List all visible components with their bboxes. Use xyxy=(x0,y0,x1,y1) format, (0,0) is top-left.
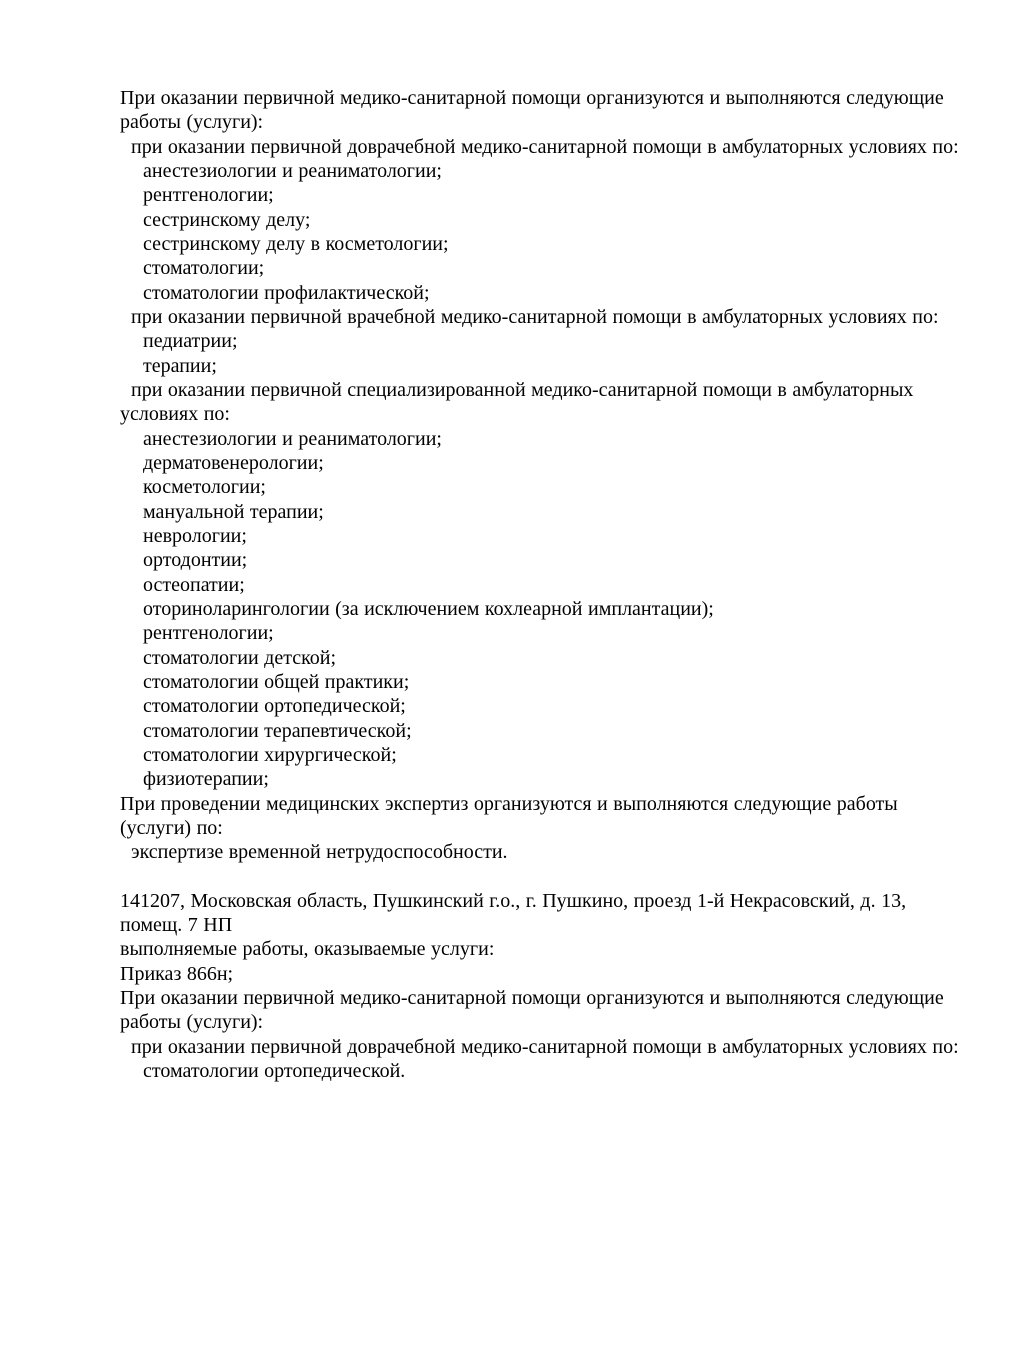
paragraph: стоматологии; xyxy=(143,257,265,280)
paragraph: неврологии; xyxy=(143,524,247,547)
paragraph: стоматологии общей практики; xyxy=(143,670,410,693)
paragraph: остеопатии; xyxy=(143,573,245,596)
paragraph: дерматовенерологии; xyxy=(143,451,324,474)
paragraph: При оказании первичной медико-санитарной помощи организуются и выполняются следующие работы (услуги): xyxy=(120,987,944,1034)
blank-line xyxy=(120,865,963,889)
paragraph: анестезиологии и реаниматологии; xyxy=(143,159,442,182)
paragraph: косметологии; xyxy=(143,476,266,499)
paragraph: терапии; xyxy=(143,354,217,377)
paragraph: при оказании первичной врачебной медико-санитарной помощи в амбулаторных условиях по: xyxy=(131,305,939,328)
paragraph: экспертизе временной нетрудоспособности. xyxy=(131,841,508,864)
paragraph: стоматологии ортопедической. xyxy=(143,1060,406,1083)
paragraph: физиотерапии; xyxy=(143,768,269,791)
paragraph: оториноларингологии (за исключением кохлеарной имплантации); xyxy=(143,597,714,620)
paragraph: ортодонтии; xyxy=(143,549,248,572)
paragraph: при оказании первичной доврачебной медико-санитарной помощи в амбулаторных условиях по: xyxy=(131,135,959,158)
paragraph: Приказ 866н; xyxy=(120,962,234,985)
paragraph: при оказании первичной специализированной медико-санитарной помощи в амбулаторных условиях по: xyxy=(120,378,914,426)
paragraph: 141207, Московская область, Пушкинский г.о., г. Пушкино, проезд 1-й Некрасовский, д. 13, помещ. 7 НП xyxy=(120,889,907,937)
paragraph: выполняемые работы, оказываемые услуги: xyxy=(120,938,495,961)
paragraph: При проведении медицинских экспертиз организуются и выполняются следующие работы (услуги) по: xyxy=(120,792,898,839)
paragraph: сестринскому делу в косметологии; xyxy=(143,232,449,255)
paragraph: стоматологии профилактической; xyxy=(143,281,430,304)
paragraph: рентгенологии; xyxy=(143,622,274,645)
paragraph: стоматологии хирургической; xyxy=(143,743,397,766)
paragraph: при оказании первичной доврачебной медико-санитарной помощи в амбулаторных условиях по: xyxy=(131,1035,959,1058)
paragraph: стоматологии детской; xyxy=(143,646,337,669)
paragraph: мануальной терапии; xyxy=(143,500,324,523)
paragraph: стоматологии терапевтической; xyxy=(143,719,412,742)
document-text-block xyxy=(120,86,963,1083)
paragraph: педиатрии; xyxy=(143,330,238,353)
paragraph: анестезиологии и реаниматологии; xyxy=(143,427,442,450)
paragraph: стоматологии ортопедической; xyxy=(143,695,406,718)
paragraph: сестринскому делу; xyxy=(143,208,311,231)
paragraph: При оказании первичной медико-санитарной помощи организуются и выполняются следующие работы (услуги): xyxy=(120,87,944,134)
paragraph: рентгенологии; xyxy=(143,184,274,207)
